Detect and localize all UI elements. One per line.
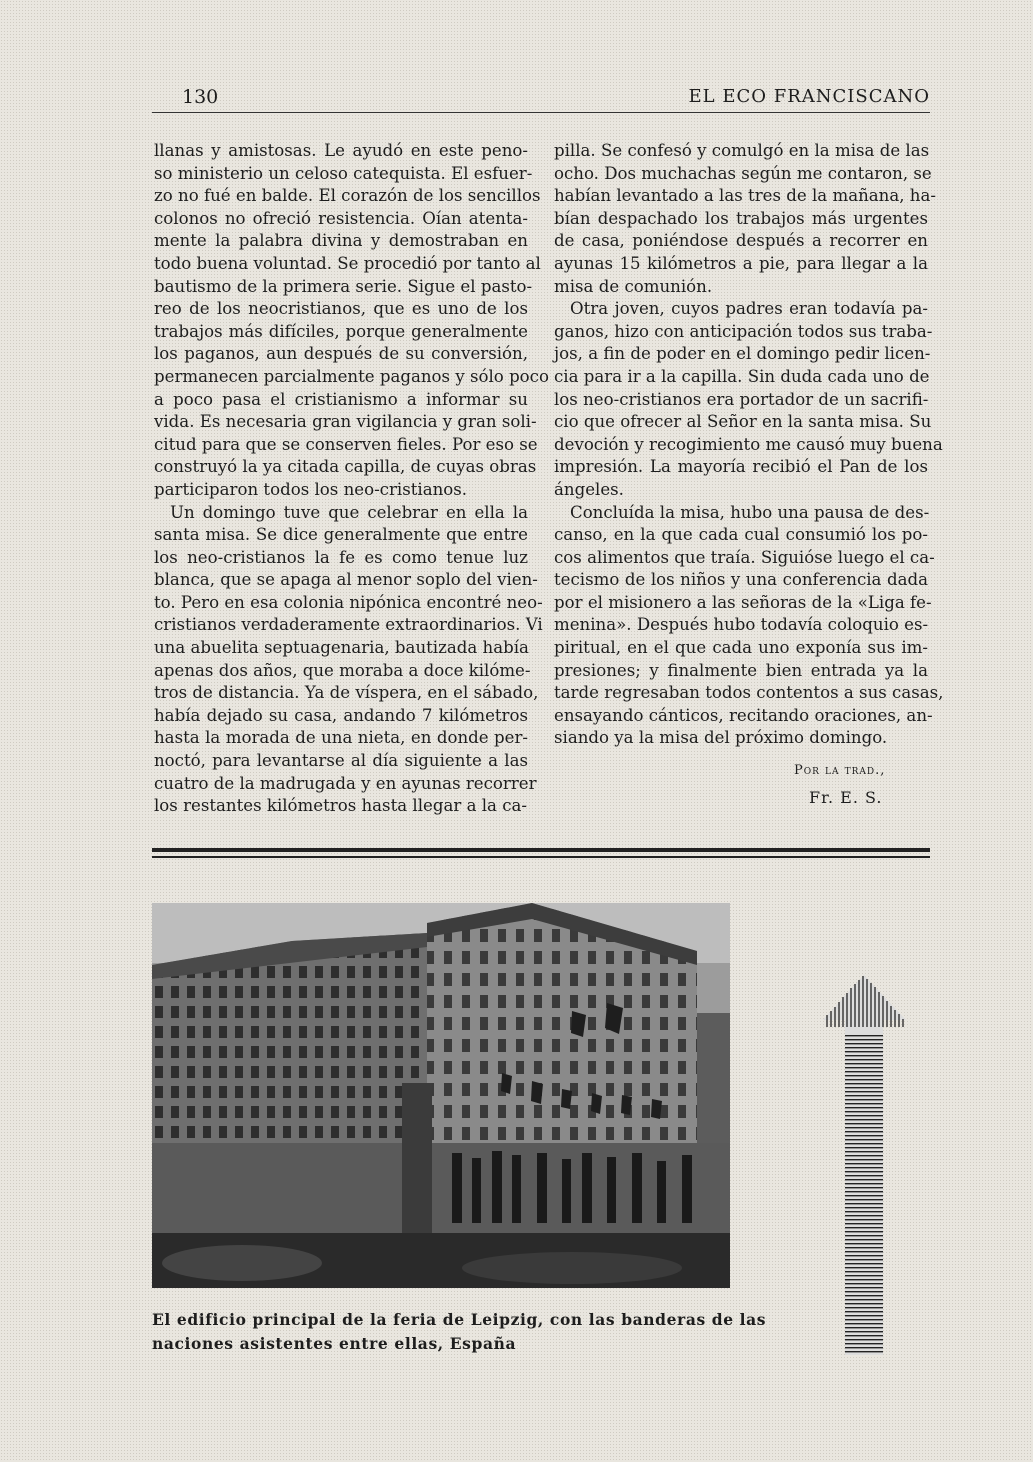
divider-thick: [152, 848, 930, 852]
text-line: jos, a fin de poder en el domingo pedir licen-: [554, 344, 931, 364]
text-line: to. Pero en esa colonia nipónica encontré neo-: [154, 592, 543, 612]
text-line: de casa, poniéndose después a recorrer en: [554, 231, 928, 251]
text-line: los neo-cristianos la fe es como tenue luz: [154, 547, 528, 567]
text-line: santa misa. Se dice generalmente que entre: [154, 525, 528, 545]
text-line: todo buena voluntad. Se procedió por tanto al: [154, 253, 541, 273]
text-line: mente la palabra divina y demostraban en: [154, 231, 528, 251]
text-line: ayunas 15 kilómetros a pie, para llegar a la: [554, 253, 928, 273]
left-column: [154, 140, 549, 818]
text-line: blanca, que se apaga al menor soplo del vien-: [154, 570, 538, 590]
translator-label: Por la trad.,: [794, 763, 886, 778]
building-photo-icon: [152, 903, 730, 1288]
text-line: habían levantado a las tres de la mañana, ha-: [554, 186, 936, 206]
paragraph: [154, 140, 549, 502]
text-line: citud para que se conserven fieles. Por eso se: [154, 434, 538, 454]
text-line: colonos no ofreció resistencia. Oían atenta-: [154, 208, 528, 228]
page-number: 130: [182, 86, 219, 108]
page-header: [152, 86, 930, 113]
text-line: permanecen parcialmente paganos y sólo poco: [154, 366, 549, 386]
text-line: ángeles.: [554, 479, 624, 499]
text-line: bautismo de la primera serie. Sigue el pasto-: [154, 276, 533, 296]
text-line: por el misionero a las señoras de la «Liga fe-: [554, 592, 932, 612]
text-line: a poco pasa el cristianismo a informar su: [154, 389, 528, 409]
text-line: cio que ofrecer al Señor en la santa misa. Su: [554, 412, 932, 432]
caption-line-1: El edificio principal de la feria de Leipzig, con las banderas de las: [152, 1310, 767, 1329]
paragraph: [554, 502, 944, 751]
text-line: Otra joven, cuyos padres eran todavía pa-: [570, 299, 928, 319]
divider-thin: [152, 856, 930, 858]
text-line: llanas y amistosas. Le ayudó en este peno-: [154, 141, 528, 160]
text-line: trabajos más difíciles, porque generalmente: [154, 321, 528, 341]
journal-title: EL ECO FRANCISCANO: [688, 86, 930, 107]
photo-leipzig-fair-building: [152, 903, 730, 1288]
text-line: tecismo de los niños y una conferencia dada: [554, 570, 928, 590]
text-line: los restantes kilómetros hasta llegar a la ca-: [154, 796, 528, 816]
text-line: había dejado su casa, andando 7 kilómetros: [154, 705, 528, 725]
text-line: menina». Después hubo todavía coloquio es-: [554, 615, 929, 635]
text-line: cristianos verdaderamente extraordinarios. Vi: [154, 615, 543, 635]
text-line: canso, en la que cada cual consumió los po-: [554, 525, 928, 545]
paragraph: [154, 502, 543, 818]
text-line: impresión. La mayoría recibió el Pan de los: [554, 457, 928, 477]
text-line: apenas dos años, que moraba a doce kilóme-: [154, 660, 531, 680]
text-line: so ministerio un celoso catequista. El esfuer-: [154, 163, 533, 183]
text-line: piritual, en el que cada uno exponía sus im-: [554, 638, 928, 658]
text-line: cia para ir a la capilla. Sin duda cada uno de: [554, 366, 930, 386]
text-line: reo de los neocristianos, que es uno de los: [154, 299, 528, 319]
photo-caption: [152, 1308, 767, 1356]
decorative-ornament-icon: [823, 975, 906, 1355]
caption-line-2: naciones asistentes entre ellas, España: [152, 1334, 517, 1353]
paragraph: [554, 298, 943, 501]
text-line: Un domingo tuve que celebrar en ella la: [170, 502, 528, 522]
text-line: devoción y recogimiento me causó muy buena: [554, 434, 943, 454]
text-line: cos alimentos que traía. Siguióse luego el ca-: [554, 547, 935, 567]
text-line: zo no fué en balde. El corazón de los sencillos: [154, 186, 541, 206]
text-line: tarde regresaban todos contentos a sus casas,: [554, 683, 944, 703]
text-line: participaron todos los neo-cristianos.: [154, 479, 468, 499]
text-line: construyó la ya citada capilla, de cuyas obras: [154, 457, 537, 477]
text-line: tros de distancia. Ya de víspera, en el sábado,: [154, 683, 539, 703]
text-line: ocho. Dos muchachas según me contaron, se: [554, 163, 932, 183]
text-line: los neo-cristianos era portador de un sacrifi-: [554, 389, 929, 409]
text-line: noctó, para levantarse al día siguiente a las: [154, 751, 528, 771]
text-line: los paganos, aun después de su conversión,: [154, 344, 528, 364]
text-line: ganos, hizo con anticipación todos sus traba-: [554, 321, 933, 341]
text-line: ensayando cánticos, recitando oraciones, an-: [554, 705, 933, 725]
text-line: siando ya la misa del próximo domingo.: [554, 728, 888, 748]
paragraph: [554, 140, 936, 298]
translator-initials: Fr. E. S.: [809, 788, 883, 807]
text-line: presiones; y finalmente bien entrada ya la: [554, 660, 928, 680]
text-line: pilla. Se confesó y comulgó en la misa de las: [554, 141, 930, 160]
text-line: una abuelita septuagenaria, bautizada había: [154, 638, 529, 658]
text-line: bían despachado los trabajos más urgentes: [554, 208, 928, 228]
text-line: vida. Es necesaria gran vigilancia y gran soli-: [154, 412, 537, 432]
text-line: cuatro de la madrugada y en ayunas recorrer: [154, 773, 537, 793]
text-line: misa de comunión.: [554, 276, 713, 296]
text-line: Concluída la misa, hubo una pausa de des-: [570, 502, 930, 522]
text-line: hasta la morada de una nieta, en donde per-: [154, 728, 528, 748]
right-column: [554, 140, 944, 750]
